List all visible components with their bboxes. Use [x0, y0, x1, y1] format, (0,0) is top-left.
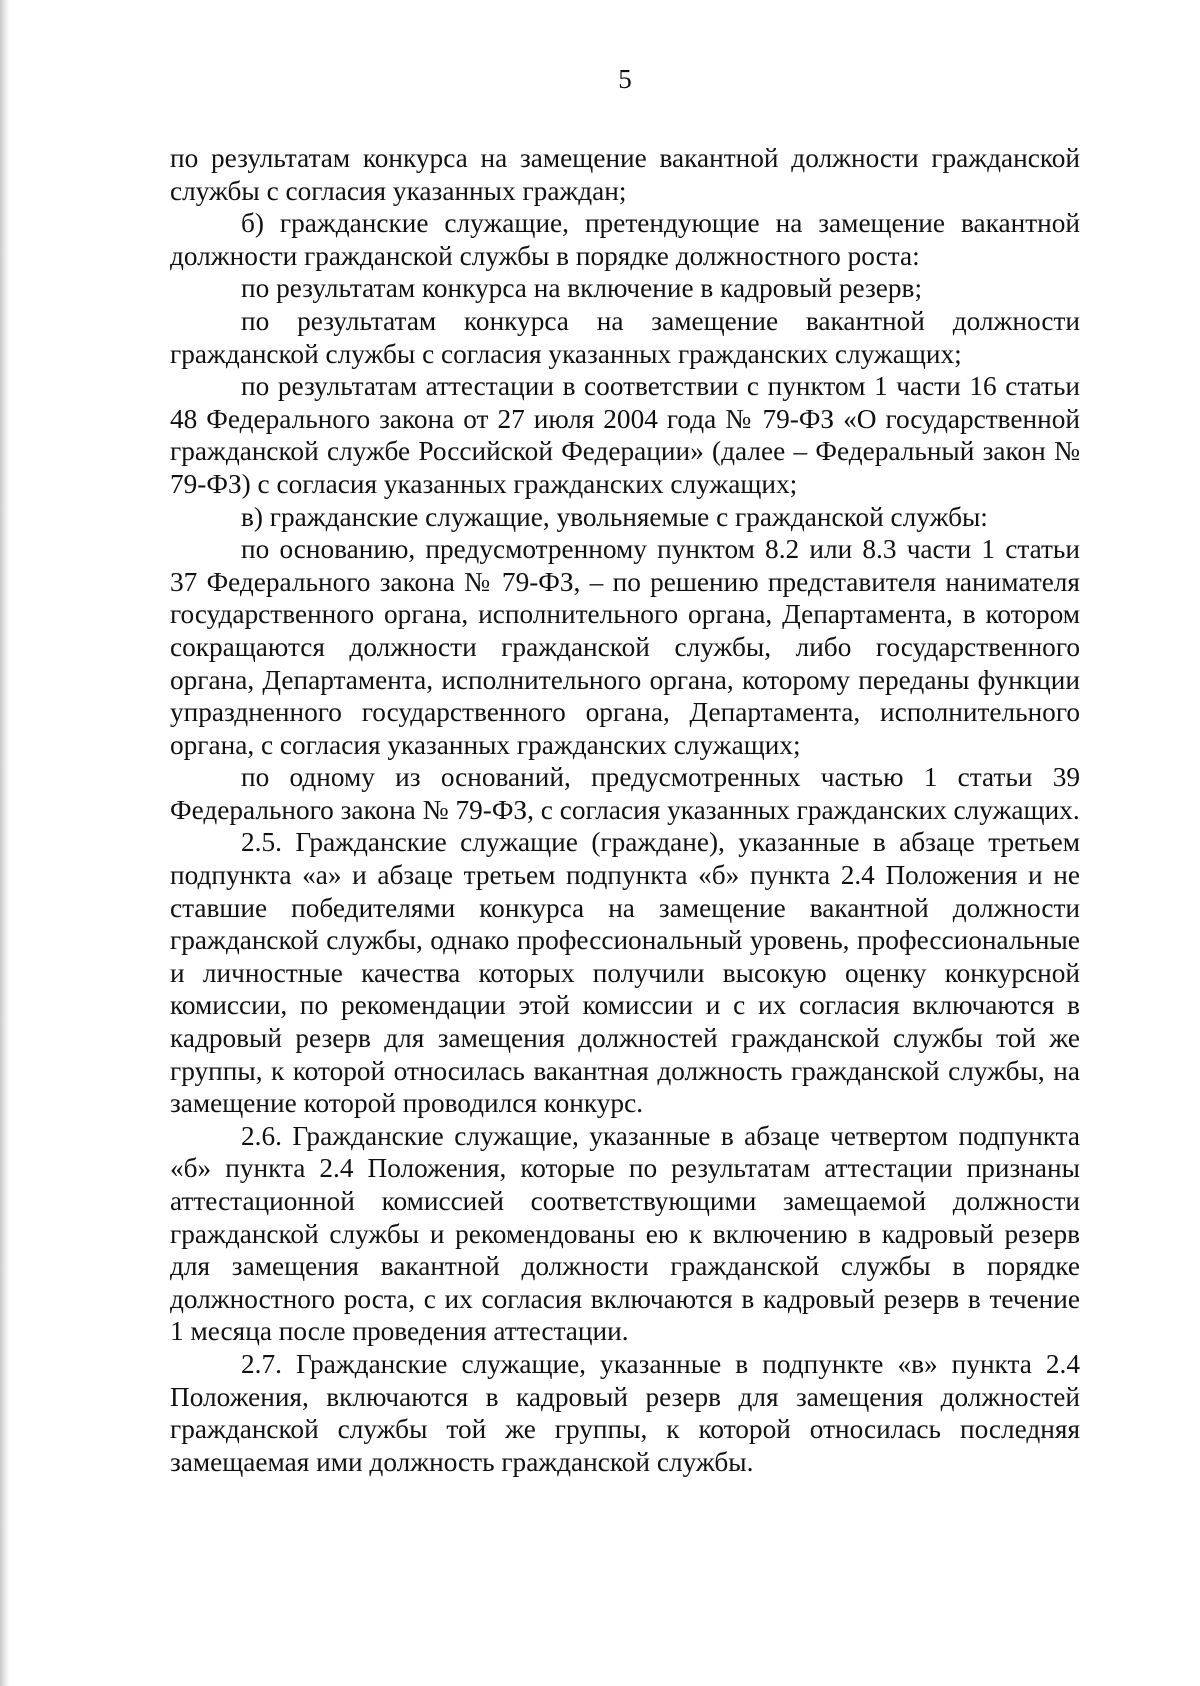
paragraph-6: в) гражданские служащие, увольняемые с гражданской службы: — [241, 501, 988, 532]
paragraph-11: 2.7. Гражданские служащие, указанные в подпункте «в» пункта 2.4 Положения, включаются в кадровый резерв для замещения должностей гражданской службы той же группы, к которой относилась последняя замещаемая ими должность гражданской службы. — [170, 1348, 1080, 1477]
paragraph-8: по одному из оснований, предусмотренных частью 1 статьи 39 Федерального закона № 79-ФЗ, с согласия указанных гражданских служащих. — [170, 762, 1080, 825]
paragraph-9: 2.5. Гражданские служащие (граждане), указанные в абзаце третьем подпункта «а» и абзаце третьем подпункта «б» пункта 2.4 Положения и не ставшие победителями конкурса на замещение вакантной должности гражданской службы, однако профессиональный уровень, профессиональные и личностные качества которых получили высокую оценку конкурсной комиссии, по рекомендации этой комиссии и с их согласия включаются в кадровый резерв для замещения должностей гражданской службы той же группы, к которой относилась вакантная должность гражданской службы, на замещение которой проводился конкурс. — [170, 827, 1080, 1119]
page-number: 5 — [618, 64, 632, 94]
paragraph-5: по результатам аттестации в соответствии с пунктом 1 части 16 статьи 48 Федерального закона от 27 июля 2004 года № 79-ФЗ «О государственной гражданской службе Российской Федерации» (далее – Федеральный закон № 79-ФЗ) с согласия указанных гражданских служащих; — [170, 371, 1080, 499]
paragraph-2: б) гражданские служащие, претендующие на замещение вакантной должности гражданской службы в порядке должностного роста: — [170, 208, 1080, 271]
document-body — [170, 142, 1080, 1478]
paragraph-10: 2.6. Гражданские служащие, указанные в абзаце четвертом подпункта «б» пункта 2.4 Положения, которые по результатам аттестации признаны аттестационной комиссией соответствующими замещаемой должности гражданской службы и рекомендованы ею к включению в кадровый резерв для замещения вакантной должности гражданской службы в порядке должностного роста, с их согласия включаются в кадровый резерв в течение 1 месяца после проведения аттестации. — [170, 1120, 1080, 1347]
paragraph-4: по результатам конкурса на замещение вакантной должности гражданской службы с согласия указанных гражданских служащих; — [170, 305, 1080, 369]
paragraph-3: по результатам конкурса на включение в кадровый резерв; — [241, 273, 923, 304]
paragraph-1: по результатам конкурса на замещение вакантной должности гражданской службы с согласия указанных граждан; — [170, 143, 1080, 206]
scan-edge-shadow — [0, 0, 10, 1686]
paragraph-7: по основанию, предусмотренному пунктом 8.2 или 8.3 части 1 статьи 37 Федерального закона № 79-ФЗ, – по решению представителя нанимателя государственного органа, исполнительного органа, Департамента, в котором сокращаются должности гражданской службы, либо государственного органа, Департамента, исполнительного органа, которому переданы функции упраздненного государственного органа, Департамента, исполнительного органа, с согласия указанных гражданских служащих; — [170, 534, 1080, 760]
